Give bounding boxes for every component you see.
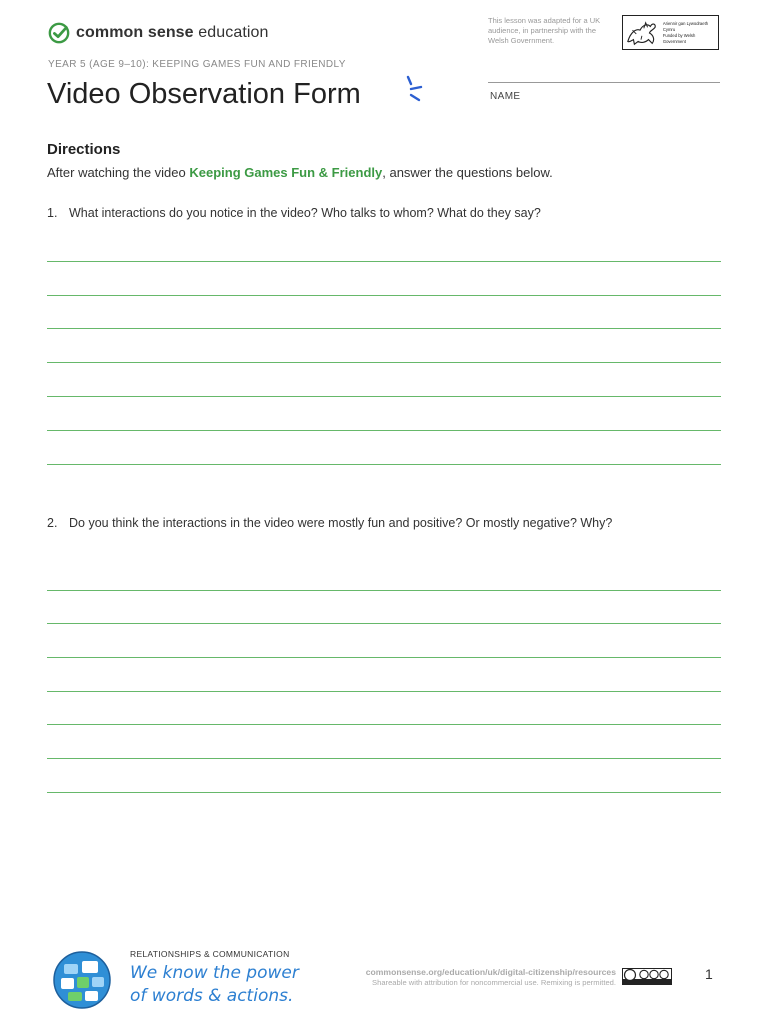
answer-line[interactable] xyxy=(47,590,721,591)
answer-line[interactable] xyxy=(47,261,721,262)
answer-line[interactable] xyxy=(47,792,721,793)
answer-line[interactable] xyxy=(47,362,721,363)
brand-name: common sense education xyxy=(76,24,269,41)
page-number: 1 xyxy=(705,966,713,982)
question-1: 1. What interactions do you notice in the video? Who talks to whom? What do they say? xyxy=(47,206,541,220)
name-label: NAME xyxy=(490,91,521,102)
tagline: We know the power of words & actions. xyxy=(130,963,299,1006)
sparkle-icon xyxy=(402,74,424,104)
creative-commons-icon xyxy=(622,968,672,985)
answer-line[interactable] xyxy=(47,328,721,329)
answer-line[interactable] xyxy=(47,464,721,465)
directions-heading: Directions xyxy=(47,141,121,158)
dragon-icon xyxy=(625,18,659,48)
answer-line[interactable] xyxy=(47,430,721,431)
page-title: Video Observation Form xyxy=(47,78,361,110)
common-sense-logo xyxy=(48,20,269,46)
question-2: 2. Do you think the interactions in the video were mostly fun and positive? Or mostly negative? Why? xyxy=(47,516,613,530)
name-field-line[interactable] xyxy=(488,82,720,83)
communication-globe-icon xyxy=(52,950,112,1010)
resources-link[interactable]: commonsense.org/education/uk/digital-citizenship/resources xyxy=(365,967,616,977)
answer-line[interactable] xyxy=(47,758,721,759)
answer-line[interactable] xyxy=(47,691,721,692)
answer-line[interactable] xyxy=(47,724,721,725)
video-title: Keeping Games Fun & Friendly xyxy=(189,165,383,180)
answer-line[interactable] xyxy=(47,396,721,397)
license-note: Shareable with attribution for noncommercial use. Remixing is permitted. xyxy=(372,978,616,987)
welsh-government-logo xyxy=(622,15,719,50)
answer-line[interactable] xyxy=(47,657,721,658)
adaptation-note: This lesson was adapted for a UK audience, in partnership with the Welsh Government. xyxy=(488,16,601,45)
checkmark-circle-icon xyxy=(48,22,70,44)
grade-eyebrow: YEAR 5 (AGE 9–10): KEEPING GAMES FUN AND FRIENDLY xyxy=(48,59,346,70)
directions-text: After watching the video Keeping Games Fun & Friendly, answer the questions below. xyxy=(47,165,553,180)
answer-line[interactable] xyxy=(47,623,721,624)
answer-line[interactable] xyxy=(47,295,721,296)
category-label: RELATIONSHIPS & COMMUNICATION xyxy=(130,949,290,959)
government-text: Ariennir gan Lywodraeth Cymru Funded by Welsh Government xyxy=(662,20,709,44)
